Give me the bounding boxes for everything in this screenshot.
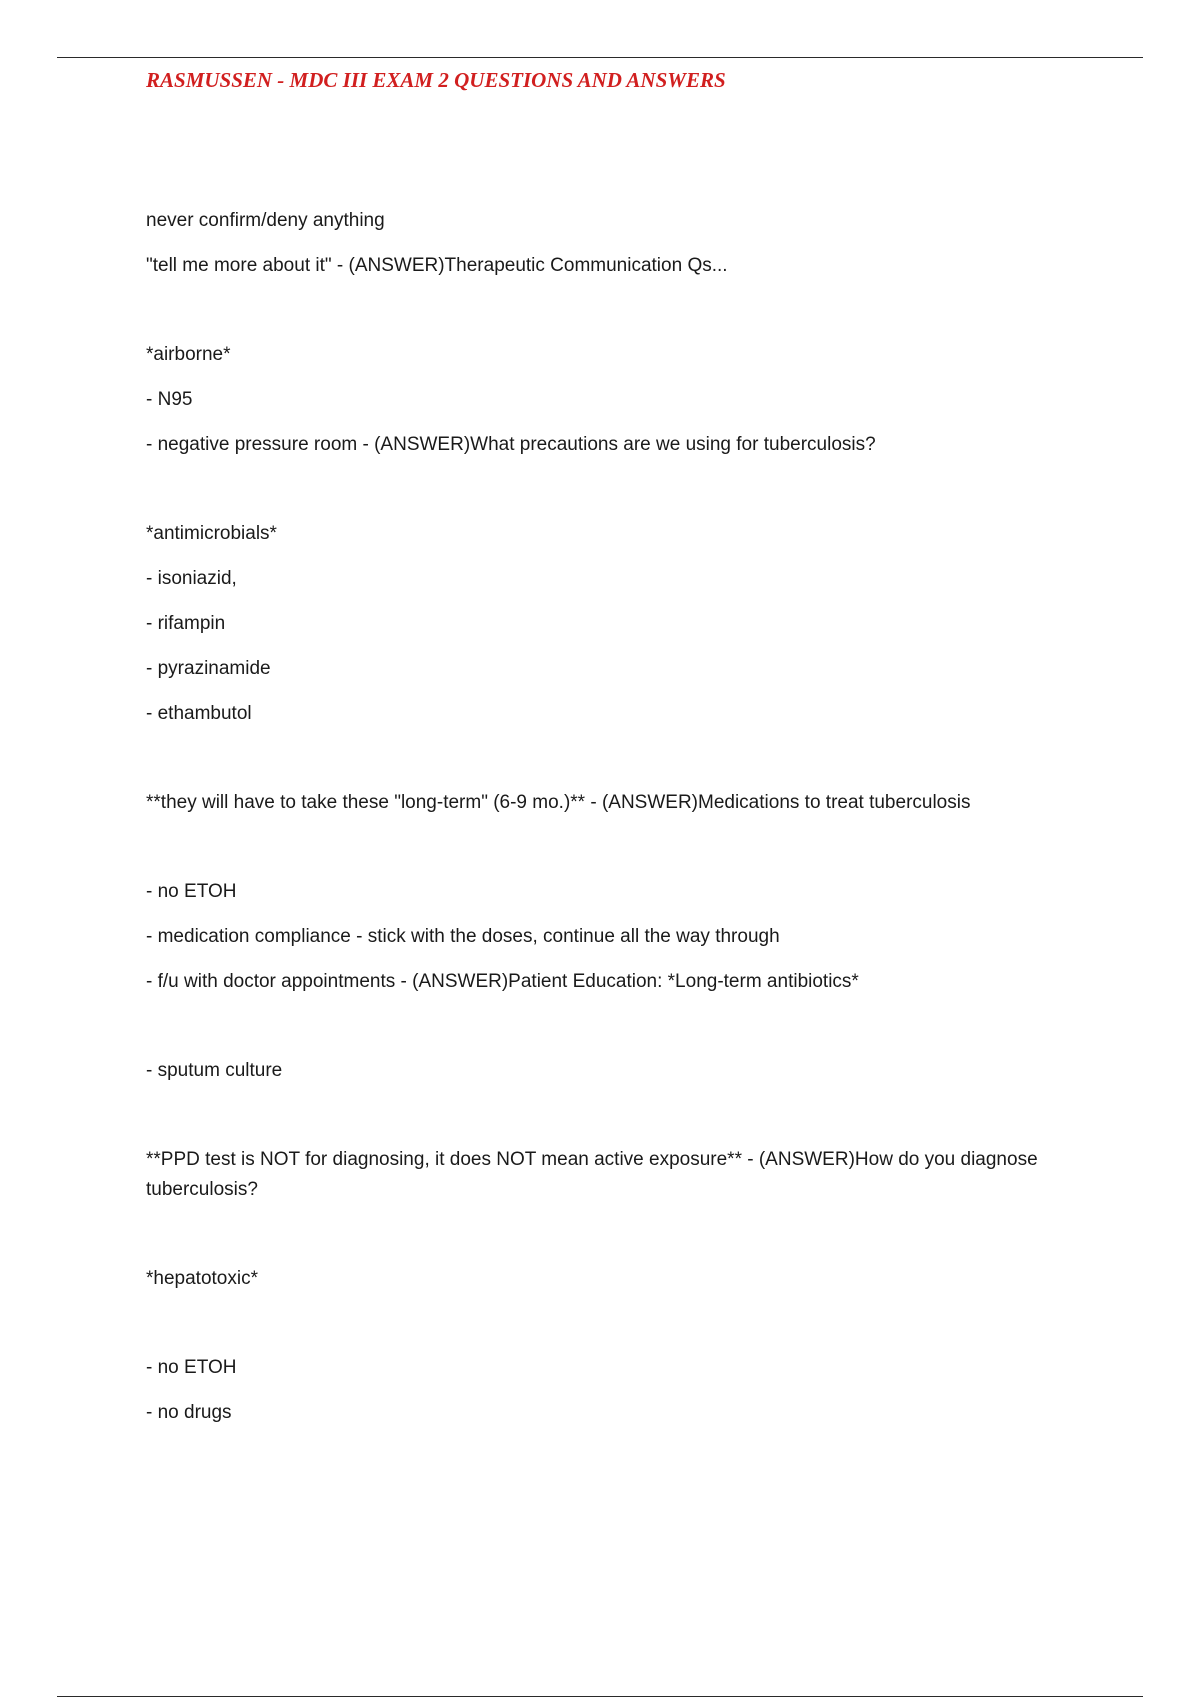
- qa-block-patient-education: [146, 877, 1096, 997]
- document-title: RASMUSSEN - MDC III EXAM 2 QUESTIONS AND ANSWERS: [146, 68, 726, 92]
- answer-line: - rifampin: [146, 613, 226, 634]
- answer-line: - f/u with doctor appointments - (ANSWER)Patient Education: *Long-term antibiotics*: [146, 971, 859, 992]
- answer-line: *antimicrobials*: [146, 523, 277, 544]
- answer-line: - ethambutol: [146, 703, 252, 724]
- qa-block-tb-antimicrobials: [146, 519, 1096, 729]
- answer-line: **they will have to take these "long-term" (6-9 mo.)** - (ANSWER)Medications to treat tuberculosis: [146, 792, 971, 813]
- answer-line: - negative pressure room - (ANSWER)What precautions are we using for tuberculosis?: [146, 434, 876, 455]
- qa-block-sputum: [146, 1056, 1096, 1086]
- qa-block-hepatotoxic: [146, 1264, 1096, 1294]
- qa-block-tb-diagnosis: [146, 1145, 1096, 1205]
- answer-line: *hepatotoxic*: [146, 1268, 258, 1289]
- qa-block-therapeutic-communication: [146, 206, 1096, 281]
- answer-line: never confirm/deny anything: [146, 210, 385, 231]
- answer-line: *airborne*: [146, 344, 231, 365]
- answer-line: - N95: [146, 389, 193, 410]
- answer-line: - isoniazid,: [146, 568, 237, 589]
- answer-line: - sputum culture: [146, 1060, 283, 1081]
- document-body: [146, 206, 1096, 1443]
- header-rule: [57, 57, 1143, 58]
- answer-line: - pyrazinamide: [146, 658, 271, 679]
- answer-line: - no ETOH: [146, 1357, 237, 1378]
- answer-line: - medication compliance - stick with the doses, continue all the way through: [146, 926, 780, 947]
- answer-line: "tell me more about it" - (ANSWER)Therapeutic Communication Qs...: [146, 255, 728, 276]
- qa-block-tb-precautions: [146, 340, 1096, 460]
- answer-line: - no drugs: [146, 1402, 232, 1423]
- qa-block-no-etoh-drugs: [146, 1353, 1096, 1428]
- footer-rule: [57, 1696, 1143, 1697]
- answer-line: **PPD test is NOT for diagnosing, it does NOT mean active exposure** - (ANSWER)How do you diagnose tuberculosis?: [146, 1149, 1038, 1200]
- qa-block-tb-medications: [146, 788, 1096, 818]
- answer-line: - no ETOH: [146, 881, 237, 902]
